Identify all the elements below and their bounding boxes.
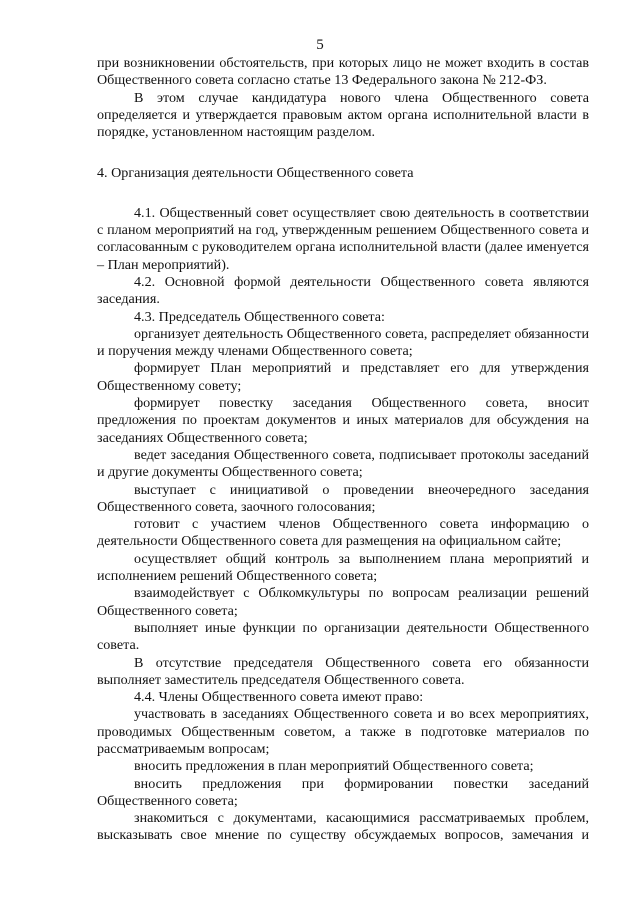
list-item: формирует План мероприятий и представляет его для утверждения Общественному совету; (97, 360, 589, 394)
list-item: формирует повестку заседания Общественного совета, вносит предложения по проектам документов и иных материалов для обсуждения на заседаниях Общественного совета; (97, 395, 589, 446)
paragraph: В этом случае кандидатура нового члена Общественного совета определяется и утверждается правовым актом органа исполнительной власти в порядке, установленном настоящим разделом. (97, 89, 589, 141)
paragraph: В отсутствие председателя Общественного совета его обязанности выполняет заместитель председателя Общественного совета. (97, 654, 589, 688)
list-item: организует деятельность Общественного совета, распределяет обязанности и поручения между членами Общественного совета; (97, 325, 589, 360)
paragraph-continuation: при возникновении обстоятельств, при которых лицо не может входить в состав Общественного совета согласно статье 13 Федерального закона № 212-ФЗ. (97, 55, 589, 89)
list-item: вносить предложения при формировании повестки заседаний Общественного совета; (97, 775, 589, 809)
list-item: взаимодействует с Облкомкультуры по вопросам реализации решений Общественного совета; (97, 585, 589, 619)
clause-4-1: 4.1. Общественный совет осуществляет свою деятельность в соответствии с планом мероприятий на год, утвержденным решением Общественного совета и согласованным с руководителем органа исполнительной власти (далее именуется – План мероприятий). (97, 204, 589, 273)
page-number: 5 (316, 37, 324, 53)
list-item: вносить предложения в план мероприятий Общественного совета; (134, 758, 534, 775)
section-heading: 4. Организация деятельности Общественного совета (97, 165, 414, 182)
list-item: ведет заседания Общественного совета, подписывает протоколы заседаний и другие документы Общественного совета; (97, 446, 589, 481)
list-item: знакомиться с документами, касающимися рассматриваемых проблем, высказывать свое мнение по существу обсуждаемых вопросов, замечания и (97, 810, 589, 844)
list-item: осуществляет общий контроль за выполнением плана мероприятий и исполнением решений Общественного совета; (97, 550, 589, 585)
clause-4-2: 4.2. Основной формой деятельности Общественного совета являются заседания. (97, 273, 589, 308)
list-item: готовит с участием членов Общественного совета информацию о деятельности Общественного совета для размещения на официальном сайте; (97, 516, 589, 550)
list-item: выполняет иные функции по организации деятельности Общественного совета. (97, 619, 589, 654)
page-body (97, 55, 589, 845)
clause-4-4: 4.4. Члены Общественного совета имеют право: (134, 689, 424, 706)
list-item: выступает с инициативой о проведении внеочередного заседания Общественного совета, заочного голосования; (97, 481, 589, 515)
list-item: участвовать в заседаниях Общественного совета и во всех мероприятиях, проводимых Общественным советом, а также в подготовке материалов по рассматриваемым вопросам; (97, 706, 589, 757)
clause-4-3: 4.3. Председатель Общественного совета: (134, 308, 385, 325)
